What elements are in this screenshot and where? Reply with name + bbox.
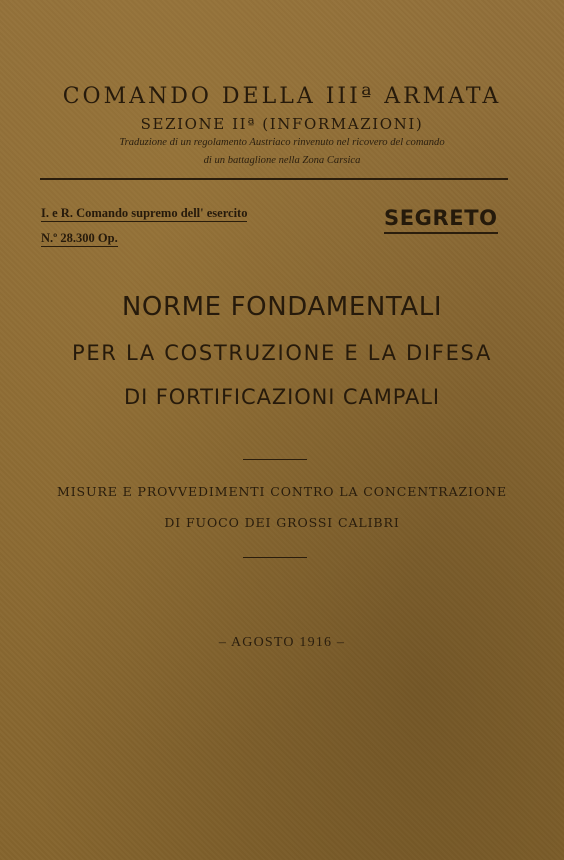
header-subtitle: SEZIONE IIª (INFORMAZIONI): [140, 115, 424, 133]
header-title: COMANDO DELLA IIIª ARMATA: [62, 84, 502, 109]
main-title-line1: NORME FONDAMENTALI: [121, 292, 443, 322]
reference-number: N.º 28.300 Op.: [41, 231, 118, 245]
classification-stamp: SEGRETO: [384, 205, 498, 234]
section-divider-upper: [243, 459, 307, 460]
subtitle-line2: DI FUOCO DEI GROSSI CALIBRI: [164, 515, 400, 530]
reference-line1: I. e R. Comando supremo dell' esercito: [41, 206, 248, 220]
header-note-line1: Traduzione di un regolamento Austriaco rinvenuto nel ricovero del comando: [119, 137, 445, 148]
publication-date: – AGOSTO 1916 –: [218, 635, 346, 650]
header-divider: [40, 178, 508, 180]
main-title-line3: DI FORTIFICAZIONI CAMPALI: [124, 385, 440, 409]
subtitle-line1: MISURE E PROVVEDIMENTI CONTRO LA CONCENTRAZIONE: [57, 484, 507, 499]
header-note-line2: di un battaglione nella Zona Carsica: [203, 155, 361, 166]
section-divider-lower: [243, 557, 307, 558]
main-title-line2: PER LA COSTRUZIONE E LA DIFESA: [71, 341, 493, 365]
